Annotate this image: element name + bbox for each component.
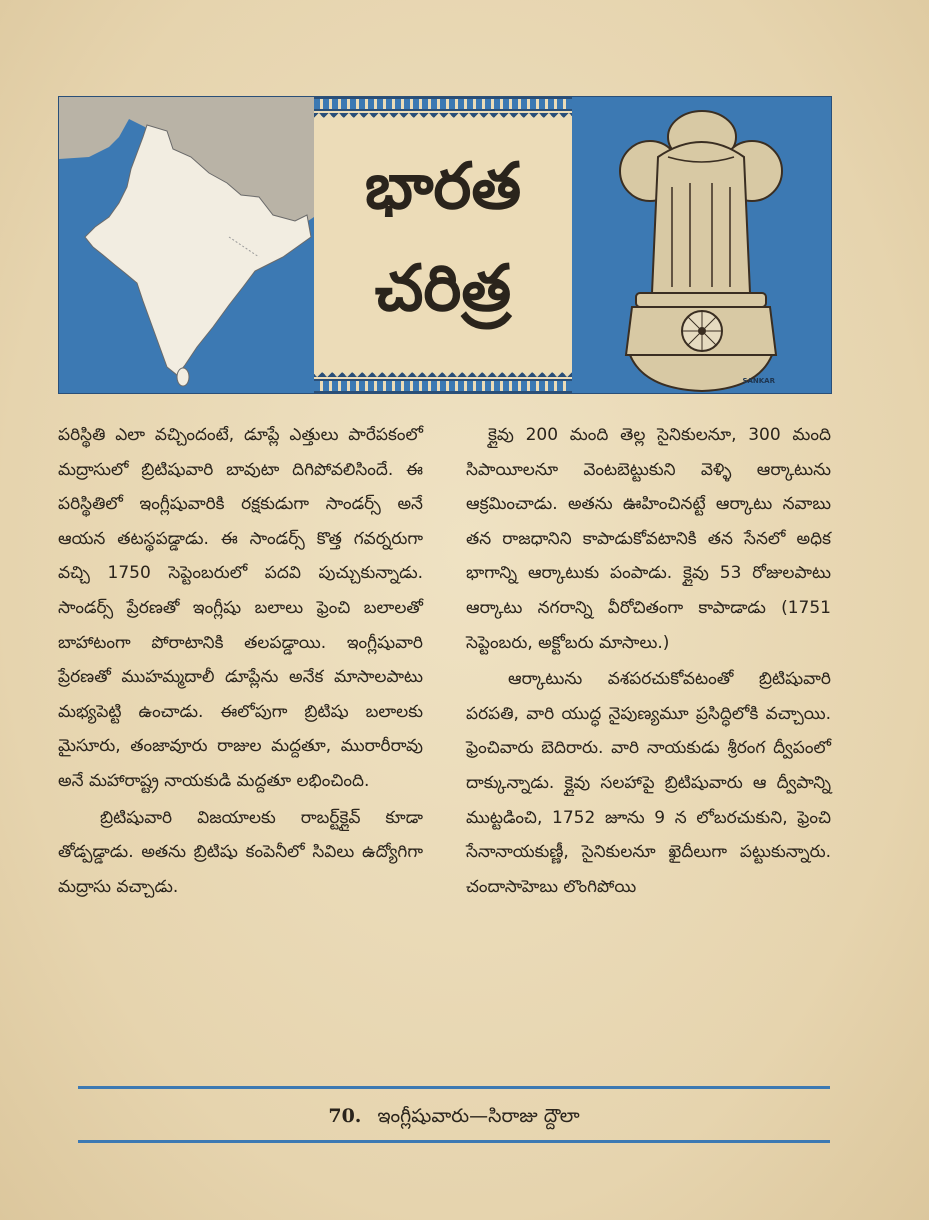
- zigzag-border-top: [314, 113, 572, 123]
- page-number: 70.: [328, 1105, 362, 1127]
- zigzag-border-bottom: [314, 367, 572, 377]
- emblem-panel: [572, 97, 831, 393]
- paragraph: పరిస్థితి ఎలా వచ్చిందంటే, డూప్లే ఎత్తులు పారేపకంలో మద్రాసులో బ్రిటిషువారి బావుటా దిగిపోవలిసిందే. ఈ పరిస్థితిలో ఇంగ్లీషువారికి రక్షకుడుగా సాండర్స్ అనే ఆయన తటస్థపడ్డాడు. ఈ సాండర్స్ కొత్త గవర్నరుగా వచ్చి 1750 సెప్టెంబరులో పదవి పుచ్చుకున్నాడు. సాండర్స్ ప్రేరణతో ఇంగ్లీషు బలాలు ఫ్రెంచి బలాలతో బాహాటంగా పోరాటానికి తలపడ్డాయి. ఇంగ్లీషువారి ప్రేరణతో ముహమ్మదాలీ డూప్లేను అనేక మాసాలపాటు మభ్యపెట్టి ఉంచాడు. ఈలోపుగా బ్రిటిషు బలాలకు మైసూరు, తంజావూరు రాజుల మద్దతూ, మురారీరావు అనే మహారాష్ట్ర నాయకుడి మద్దతూ లభించింది.: [58, 425, 423, 791]
- page-footer: [78, 1096, 830, 1136]
- footer-rule-bottom: [78, 1140, 830, 1143]
- left-column: [58, 418, 423, 904]
- decorative-border-bottom: [314, 379, 572, 393]
- banner-title-line2: చరిత్ర: [374, 251, 512, 326]
- artist-signature: SANKAR: [742, 377, 775, 385]
- footer-rule-top: [78, 1086, 830, 1089]
- paragraph: ఆర్కాటును వశపరచుకోవటంతో బ్రిటిషువారి పరపతి, వారి యుద్ధ నైపుణ్యమూ ప్రసిద్ధిలోకి వచ్చాయి. ఫ్రెంచివారు బెదిరారు. వారి నాయకుడు శ్రీరంగ ద్వీపంలో దాక్కున్నాడు. క్లైవు సలహాపై బ్రిటిషువారు ఆ ద్వీపాన్ని ముట్టడించి, 1752 జూను 9 న లోబరచుకుని, ఫ్రెంచి సేనానాయకుణ్ణీ, సైనికులనూ ఖైదీలుగా పట్టుకున్నారు. చందాసాహెబు లొంగిపోయి: [466, 669, 831, 897]
- lion-capital-icon: [572, 97, 831, 393]
- chapter-title: ఇంగ్లీషువారు—సిరాజు ద్దౌలా: [377, 1105, 580, 1127]
- india-map-icon: [59, 97, 314, 393]
- decorative-border-top: [314, 97, 572, 111]
- india-map-panel: [59, 97, 314, 393]
- paragraph: బ్రిటిషువారి విజయాలకు రాబర్ట్‌క్లైవ్ కూడా తోడ్పడ్డాడు. అతను బ్రిటిషు కంపెనీలో సివిలు ఉద్యోగిగా మద్రాసు వచ్చాడు.: [58, 807, 423, 897]
- paragraph: క్లైవు 200 మంది తెల్ల సైనికులనూ, 300 మంది సిపాయీలనూ వెంటబెట్టుకుని వెళ్ళి ఆర్కాటును ఆక్రమించాడు. అతను ఊహించినట్టే ఆర్కాటు నవాబు తన రాజధానిని కాపాడుకోవటానికి తన సేనలో అధిక భాగాన్ని ఆర్కాటుకు పంపాడు. క్లైవు 53 రోజులపాటు ఆర్కాటు నగరాన్ని వీరోచితంగా కాపాడాడు (1751 సెప్టెంబరు, అక్టోబరు మాసాలు.): [466, 425, 831, 653]
- right-column: [466, 418, 831, 904]
- title-panel: [314, 97, 572, 393]
- banner-title-line1: భారత: [364, 149, 522, 224]
- header-banner: [58, 96, 832, 394]
